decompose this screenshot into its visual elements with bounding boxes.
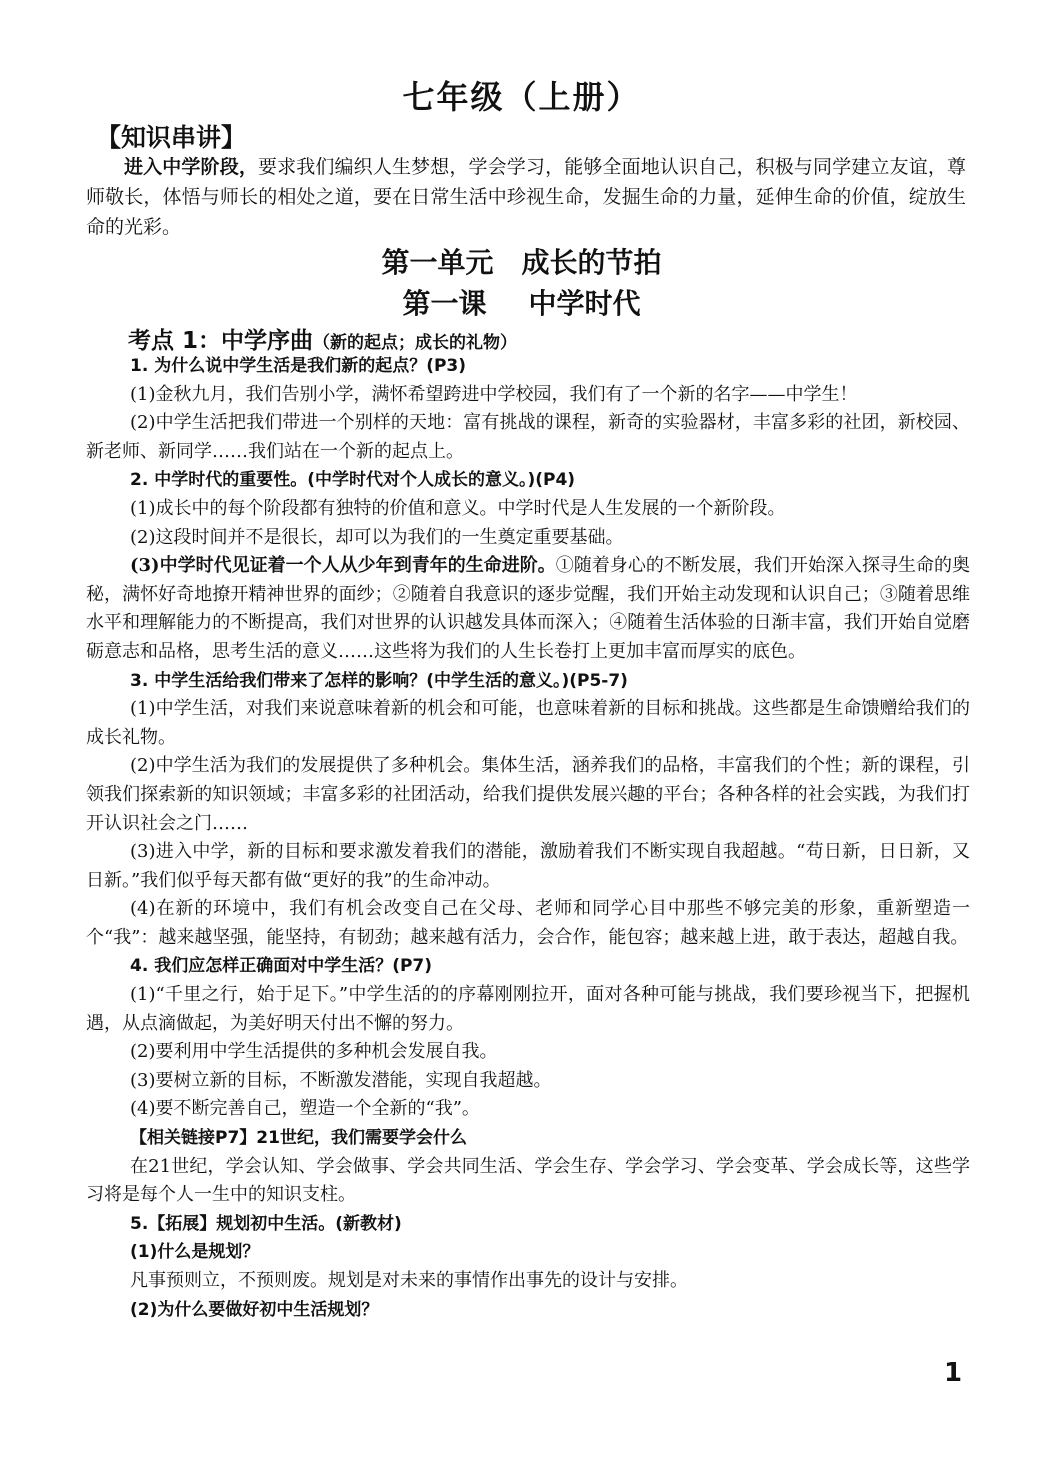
intro-lead: 进入中学阶段，: [124, 156, 258, 178]
answer-4-3: (3)要树立新的目标，不断激发潜能，实现自我超越。: [130, 1069, 552, 1091]
exam-point-heading: [128, 322, 517, 355]
section-label: 【知识串讲】: [96, 123, 247, 152]
question-1: 1. 为什么说中学生活是我们新的起点？(P3): [130, 356, 467, 376]
question-5-sub-2: (2)为什么要做好初中生活规划？: [130, 1299, 379, 1320]
lesson-name: 中学时代: [528, 287, 641, 320]
page-number: 1: [944, 1358, 963, 1388]
answer-2-2: (2)这段时间并不是很长，却可以为我们的一生奠定重要基础。: [130, 526, 624, 548]
answer-2-3: [86, 552, 970, 666]
page-title: 七年级（上册）: [402, 78, 641, 116]
related-link-text: 在21世纪，学会认知、学会做事、学会共同生活、学会生存、学会学习、学会变革、学会成长等，这些学习将是每个人一生中的知识支柱。: [86, 1155, 970, 1206]
answer-5-1: 凡事预则立，不预则废。规划是对未来的事情作出事先的设计与安排。: [130, 1270, 688, 1291]
intro-text: 要求我们编织人生梦想，学会学习，能够全面地认识自己，积极与同学建立友谊，尊师敬长，体悟与师长的相处之道，要在日常生活中珍视生命，发掘生命的力量，延伸生命的价值，绽放生命的光彩。: [86, 156, 966, 238]
unit-title: 第一单元 成长的节拍: [381, 246, 662, 279]
question-2: 2. 中学时代的重要性。(中学时代对个人成长的意义。)(P4): [130, 470, 576, 491]
lesson-title: [0, 282, 1043, 322]
answer-2-1: (1)成长中的每个阶段都有独特的价值和意义。中学时代是人生发展的一个新阶段。: [130, 497, 786, 519]
exam-point-title: 考点 1：中学序曲: [128, 328, 314, 354]
question-5: 5.【拓展】规划初中生活。(新教材): [130, 1213, 402, 1234]
answer-3-1: (1)中学生活，对我们来说意味着新的机会和可能，也意味着新的目标和挑战。这些都是生命馈赠给我们的成长礼物。: [86, 698, 970, 748]
exam-point-subtitle: （新的起点；成长的礼物）: [313, 333, 518, 353]
answer-2-3-lead: (3)中学时代见证着一个人从少年到青年的生命进阶。: [130, 555, 556, 577]
answer-2-3-text: ①随着身心的不断发展，我们开始深入探寻生命的奥秘，满怀好奇地撩开精神世界的面纱；②随着自我意识的逐步觉醒，我们开始主动发现和认识自己；③随着思维水平和理解能力的不断提高，我们对世界的认识越发具体而深入；④随着生活体验的日渐丰富，我们开始自觉磨砺意志和品格，思考生活的意义……这些将为我们的人生长卷打上更加丰富而厚实的底色。: [86, 555, 970, 662]
intro-paragraph: [86, 152, 966, 242]
answer-1-1: (1)金秋九月，我们告别小学，满怀希望跨进中学校园，我们有了一个新的名字——中学生！: [130, 383, 858, 405]
answer-3-3: (3)进入中学，新的目标和要求激发着我们的潜能，激励着我们不断实现自我超越。“苟日新，日日新，又日新。”我们似乎每天都有做“更好的我”的生命冲动。: [86, 841, 970, 891]
question-4: 4. 我们应怎样正确面对中学生活？(P7): [130, 956, 433, 977]
related-link-heading: 【相关链接P7】21世纪，我们需要学会什么: [130, 1128, 467, 1149]
question-3: 3. 中学生活给我们带来了怎样的影响？(中学生活的意义。)(P5-7): [130, 670, 628, 691]
answer-4-4: (4)要不断完善自己，塑造一个全新的“我”。: [130, 1098, 480, 1120]
answer-3-4: (4)在新的环境中，我们有机会改变自己在父母、老师和同学心目中那些不够完美的形象，重新塑造一个“我”：越来越坚强，能坚持，有韧劲；越来越有活力，会合作，能包容；越来越上进，敢于表达，超越自我。: [86, 898, 970, 948]
answer-3-2: (2)中学生活为我们的发展提供了多种机会。集体生活，涵养我们的品格，丰富我们的个性；新的课程，引领我们探索新的知识领域；丰富多彩的社团活动，给我们提供发展兴趣的平台；各种各样的社会实践，为我们打开认识社会之门……: [86, 755, 970, 834]
lesson-number: 第一课: [402, 287, 487, 320]
body-content: [86, 352, 970, 1324]
answer-1-2: (2)中学生活把我们带进一个别样的天地：富有挑战的课程，新奇的实验器材，丰富多彩的社团，新校园、新老师、新同学……我们站在一个新的起点上。: [86, 412, 970, 462]
question-5-sub-1: (1)什么是规划？: [130, 1242, 260, 1263]
answer-4-1: (1)“千里之行，始于足下。”中学生活的的序幕刚刚拉开，面对各种可能与挑战，我们要珍视当下，把握机遇，从点滴做起，为美好明天付出不懈的努力。: [86, 984, 970, 1034]
answer-4-2: (2)要利用中学生活提供的多种机会发展自我。: [130, 1041, 498, 1063]
